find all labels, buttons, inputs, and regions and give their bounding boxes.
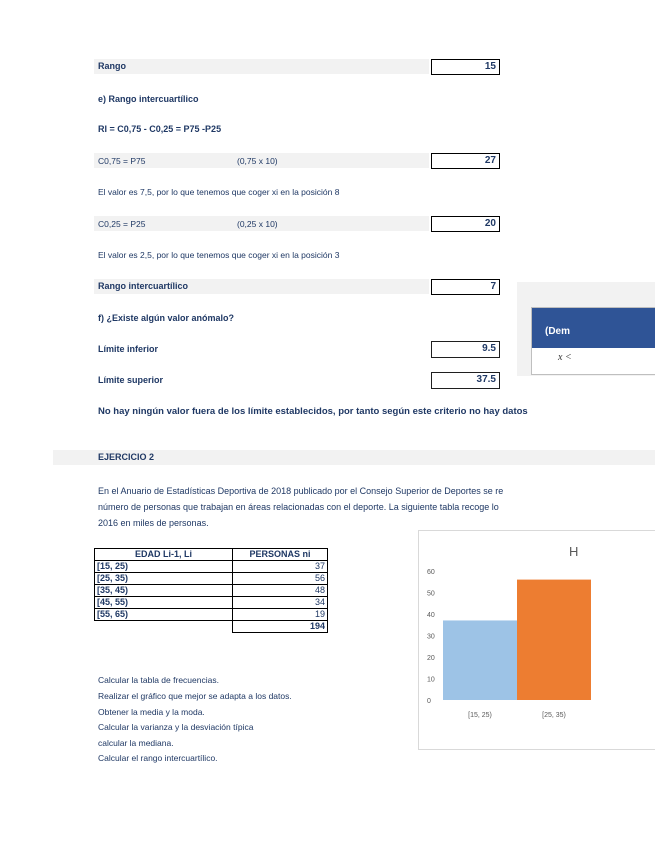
para-line-3: 2016 en miles de personas. bbox=[98, 518, 209, 528]
rango-band bbox=[94, 59, 429, 74]
section-e-title: e) Rango intercuartílico bbox=[98, 94, 199, 104]
para-line-2: número de personas que trabajan en áreas relacionadas con el deporte. La siguiente tabla recoge lo bbox=[98, 502, 499, 512]
y-tick-label: 0 bbox=[427, 698, 431, 705]
rango-inter-label: Rango intercuartílico bbox=[98, 281, 189, 291]
header-personas: PERSONAS ni bbox=[233, 549, 328, 561]
c075-calc: (0,75 x 10) bbox=[237, 156, 278, 166]
table-row bbox=[95, 597, 328, 609]
x-tick-label: [15, 25) bbox=[468, 712, 492, 719]
task-item: Calcular el rango intercuartílico. bbox=[98, 753, 218, 763]
limite-inferior-label: Límite inferior bbox=[98, 344, 159, 354]
row-label: [25, 35) bbox=[95, 573, 233, 585]
chart-svg bbox=[419, 531, 655, 749]
task-item: Obtener la media y la moda. bbox=[98, 707, 205, 717]
para-line-1: En el Anuario de Estadísticas Deportiva de 2018 publicado por el Consejo Superior de Deportes se re bbox=[98, 486, 504, 496]
table-row bbox=[95, 561, 328, 573]
task-item: calcular la mediana. bbox=[98, 738, 174, 748]
y-tick-label: 10 bbox=[427, 676, 435, 684]
side-panel-formula: x < bbox=[558, 352, 572, 363]
row-label: [35, 45) bbox=[95, 585, 233, 597]
frequency-table-wrap bbox=[94, 548, 328, 633]
table-header-row bbox=[95, 549, 328, 561]
table-row bbox=[95, 609, 328, 621]
limite-inferior-value[interactable]: 9.5 bbox=[431, 341, 500, 358]
rango-inter-value[interactable]: 7 bbox=[431, 279, 500, 295]
row-label: [55, 65) bbox=[95, 609, 233, 621]
c075-value[interactable]: 27 bbox=[431, 153, 500, 169]
y-tick-label: 60 bbox=[427, 569, 435, 576]
row-value[interactable]: 56 bbox=[233, 573, 328, 585]
histogram-chart[interactable] bbox=[418, 530, 655, 750]
c025-label: C0,25 = P25 bbox=[98, 219, 146, 229]
note-position-3: El valor es 2,5, por lo que tenemos que coger xi en la posición 3 bbox=[98, 250, 340, 260]
ri-formula: RI = C0,75 - C0,25 = P75 -P25 bbox=[98, 124, 222, 134]
limite-superior-value[interactable]: 37.5 bbox=[431, 372, 500, 389]
y-tick-label: 40 bbox=[427, 612, 435, 619]
header-edad: EDAD Li-1, Li bbox=[95, 549, 233, 561]
y-tick-label: 20 bbox=[427, 655, 435, 662]
frequency-table bbox=[94, 548, 328, 633]
row-label: [15, 25) bbox=[95, 561, 233, 573]
c075-label: C0,75 = P75 bbox=[98, 156, 146, 166]
ejercicio2-title: EJERCICIO 2 bbox=[98, 452, 155, 462]
row-value[interactable]: 48 bbox=[233, 585, 328, 597]
rango-label: Rango bbox=[98, 61, 126, 71]
c025-value[interactable]: 20 bbox=[431, 216, 500, 232]
bar-2 bbox=[517, 580, 591, 700]
table-row bbox=[95, 585, 328, 597]
task-item: Calcular la varianza y la desviación típica bbox=[98, 722, 254, 732]
note-position-8: El valor es 7,5, por lo que tenemos que coger xi en la posición 8 bbox=[98, 187, 340, 197]
rango-value[interactable]: 15 bbox=[431, 59, 500, 75]
row-value[interactable]: 19 bbox=[233, 609, 328, 621]
bar-1 bbox=[443, 620, 517, 700]
y-tick-label: 50 bbox=[427, 590, 435, 598]
task-item: Realizar el gráfico que mejor se adapta a los datos. bbox=[98, 691, 292, 701]
task-item: Calcular la tabla de frecuencias. bbox=[98, 675, 219, 685]
y-tick-label: 30 bbox=[427, 633, 435, 641]
table-total-row bbox=[95, 621, 328, 633]
row-label: [45, 55) bbox=[95, 597, 233, 609]
row-value[interactable]: 37 bbox=[233, 561, 328, 573]
section-f-title: f) ¿Existe algún valor anómalo? bbox=[98, 313, 235, 323]
x-tick-label: [25, 35) bbox=[542, 712, 566, 719]
table-row bbox=[95, 573, 328, 585]
row-value[interactable]: 34 bbox=[233, 597, 328, 609]
chart-title: H bbox=[569, 544, 579, 559]
c025-calc: (0,25 x 10) bbox=[237, 219, 278, 229]
limite-superior-label: Límite superior bbox=[98, 375, 164, 385]
side-panel bbox=[531, 307, 655, 375]
table-total[interactable]: 194 bbox=[233, 621, 328, 633]
conclusion-text: No hay ningún valor fuera de los límite establecidos, por tanto según este criterio no hay datos bbox=[98, 406, 528, 417]
side-panel-header: (Dem bbox=[532, 308, 655, 348]
